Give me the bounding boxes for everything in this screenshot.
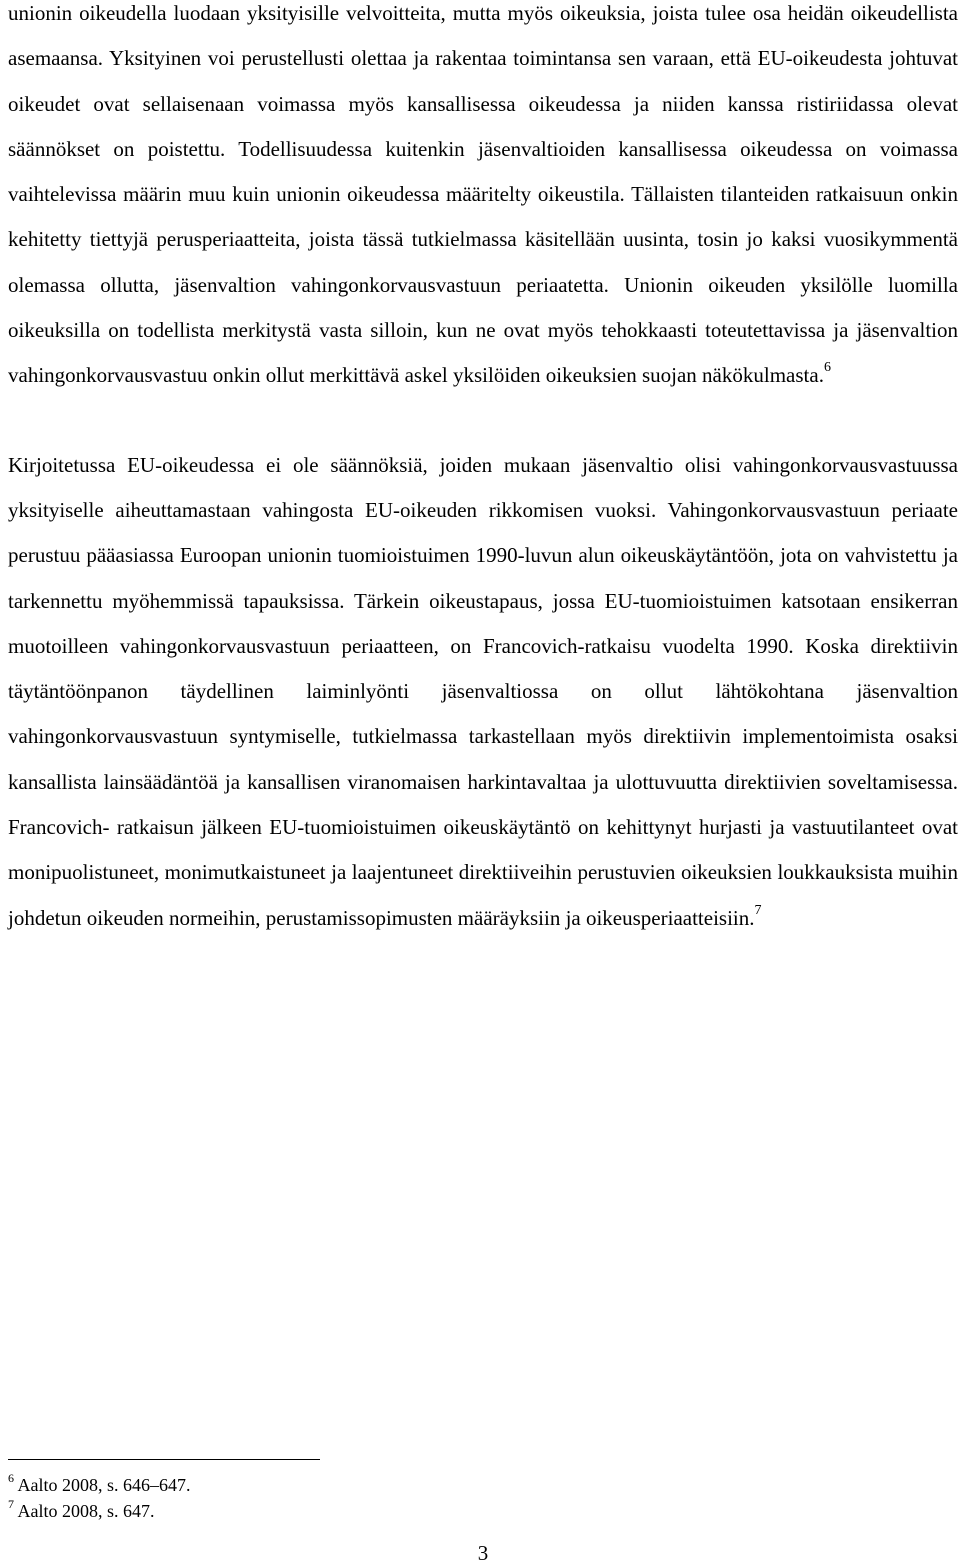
- footnote-number: 7: [8, 1497, 14, 1511]
- footnote: [8, 1498, 908, 1524]
- footnote-text: Aalto 2008, s. 647.: [17, 1501, 155, 1521]
- paragraph: [8, 0, 958, 399]
- paragraph-text: unionin oikeudella luodaan yksityisille velvoitteita, mutta myös oikeuksia, joista tulee osa heidän oikeudellista asemaansa. Yksityinen voi perustellusti olettaa ja rakentaa toimintansa sen varaan, että EU-oikeudesta johtuvat oikeudet ovat sellaisenaan voimassa myös kansallisessa oikeudessa ja niiden kanssa ristiriidassa olevat säännökset on poistettu. Todellisuudessa kuitenkin jäsenvaltioiden kansallisessa oikeudessa on voimassa vaihtelevissa määrin muu kuin unionin oikeudessa määritelty oikeustila. Tällaisten tilanteiden ratkaisuun onkin kehitetty tiettyjä perusperiaatteita, joista tässä tutkielmassa käsitellään uusinta, tosin jo kaksi vuosikymmentä olemassa ollutta, jäsenvaltion vahingonkorvausvastuun periaatetta. Unionin oikeuden yksilölle luomilla oikeuksilla on todellista merkitystä vasta silloin, kun ne ovat myös tehokkaasti toteutettavissa ja jäsenvaltion vahingonkorvausvastuu onkin ollut merkittävä askel yksilöiden oikeuksien suojan näkökulmasta.: [8, 1, 958, 388]
- footnote-reference: 6: [823, 360, 831, 376]
- document-body: [8, 0, 958, 941]
- paragraph-text: Kirjoitetussa EU-oikeudessa ei ole säännöksiä, joiden mukaan jäsenvaltio olisi vahingonkorvausvastuussa yksityiselle aiheuttamastaan vahingosta EU-oikeuden rikkomisen vuoksi. Vahingonkorvausvastuun periaate perustuu pääasiassa Euroopan unionin tuomioistuimen 1990-luvun alun oikeuskäytäntöön, jota on vahvistettu ja tarkennettu myöhemmissä tapauksissa. Tärkein oikeustapaus, jossa EU-tuomioistuimen katsotaan ensikerran muotoilleen vahingonkorvausvastuun periaatteen, on Francovich-ratkaisu vuodelta 1990. Koska direktiivin täytäntöönpanon täydellinen laiminlyönti jäsenvaltiossa on ollut lähtökohtana jäsenvaltion vahingonkorvausvastuun syntymiselle, tutkielmassa tarkastellaan myös direktiivin implementoimista osaksi kansallista lainsäädäntöä ja kansallisen viranomaisen harkintavaltaa ja ulottuvuutta direktiivien soveltamisessa. Francovich- ratkaisun jälkeen EU-tuomioistuimen oikeuskäytäntö on kehittynyt hurjasti ja vastuutilanteet ovat monipuolistuneet, monimutkaistuneet ja laajentuneet direktiiveihin perustuvien oikeuksien loukkauksista muihin johdetun oikeuden normeihin, perustamissopimusten määräyksiin ja oikeusperiaatteisiin.: [8, 452, 958, 930]
- page-number: 3: [477, 1541, 489, 1565]
- footnotes: [8, 1472, 908, 1524]
- footnote: [8, 1472, 908, 1498]
- footnote-number: 6: [8, 1471, 14, 1485]
- paragraph: [8, 443, 958, 941]
- footnote-text: Aalto 2008, s. 646–647.: [17, 1475, 191, 1495]
- footnote-separator: [8, 1459, 320, 1460]
- footnote-reference: 7: [754, 902, 762, 918]
